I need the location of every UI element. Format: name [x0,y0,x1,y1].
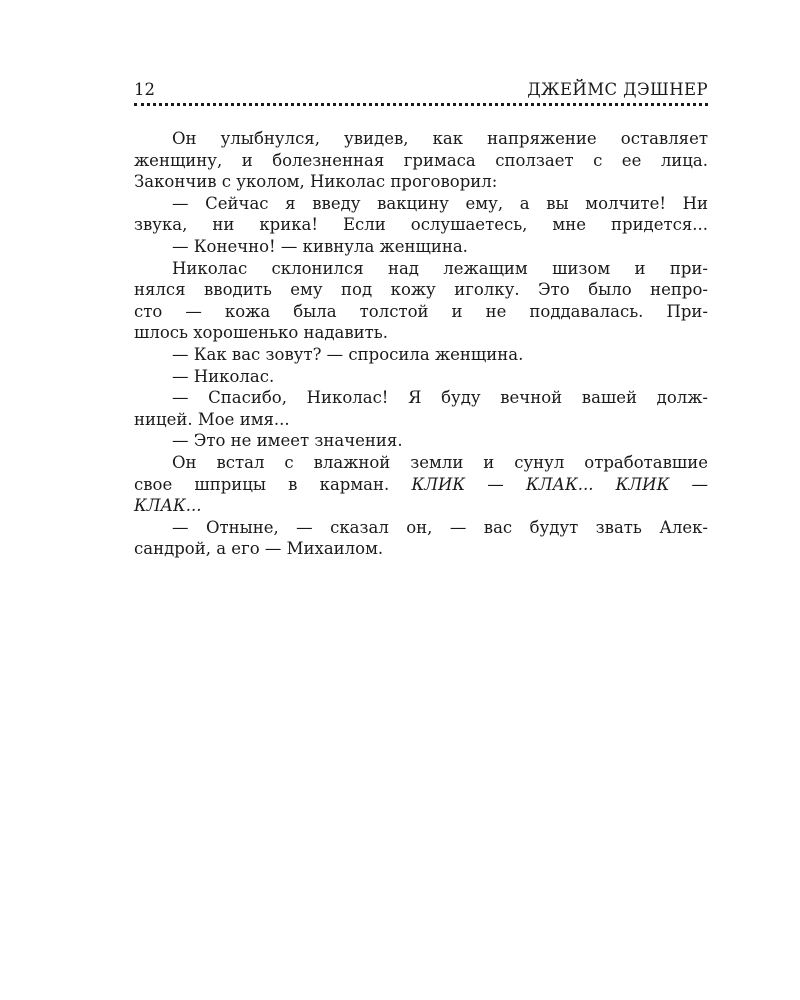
text-line: шлось хорошенько надавить. [134,323,389,343]
text-line: — Сейчас я введу вакцину ему, а вы молчите! Ни [172,193,708,213]
text-line-mixed [134,474,708,496]
text-line: — Как вас зовут? — спросила женщина. [172,344,524,364]
text-line: звука, ни крика! Если ослушаетесь, мне придется... [134,215,708,235]
text-line [134,495,708,517]
text-line: нялся вводить ему под кожу иголку. Это было непро- [134,280,708,300]
italic-sound-effect: КЛИК — КЛАК... КЛИК — [411,474,708,494]
italic-sound-effect: КЛАК... [134,496,202,516]
text-segment: свое шприцы в карман. [134,474,390,494]
running-head-author: ДЖЕЙМС ДЭШНЕР [527,80,708,99]
text-line: сандрой, а его — Михаилом. [134,539,384,559]
text-line: Он встал с влажной земли и сунул отработавшие [172,452,708,472]
text-line: Закончив с уколом, Николас проговорил: [134,172,498,192]
header-dotted-rule [134,103,708,106]
page-header [134,79,708,101]
text-line: Он улыбнулся, увидев, как напряжение оставляет [172,129,708,148]
page-number: 12 [134,80,155,99]
text-line: — Николас. [172,366,275,386]
text-line: ницей. Мое имя... [134,409,290,429]
text-line: женщину, и болезненная гримаса сползает с ее лица. [134,150,708,170]
text-line: — Отныне, — сказал он, — вас будут звать Алек- [172,517,708,537]
body-text [134,128,708,560]
text-line: Николас склонился над лежащим шизом и при- [172,258,708,278]
text-line: — Это не имеет значения. [172,431,403,451]
text-line: — Конечно! — кивнула женщина. [172,236,468,256]
text-line: — Спасибо, Николас! Я буду вечной вашей долж- [172,388,708,408]
text-line: сто — кожа была толстой и не поддавалась. При- [134,301,708,321]
